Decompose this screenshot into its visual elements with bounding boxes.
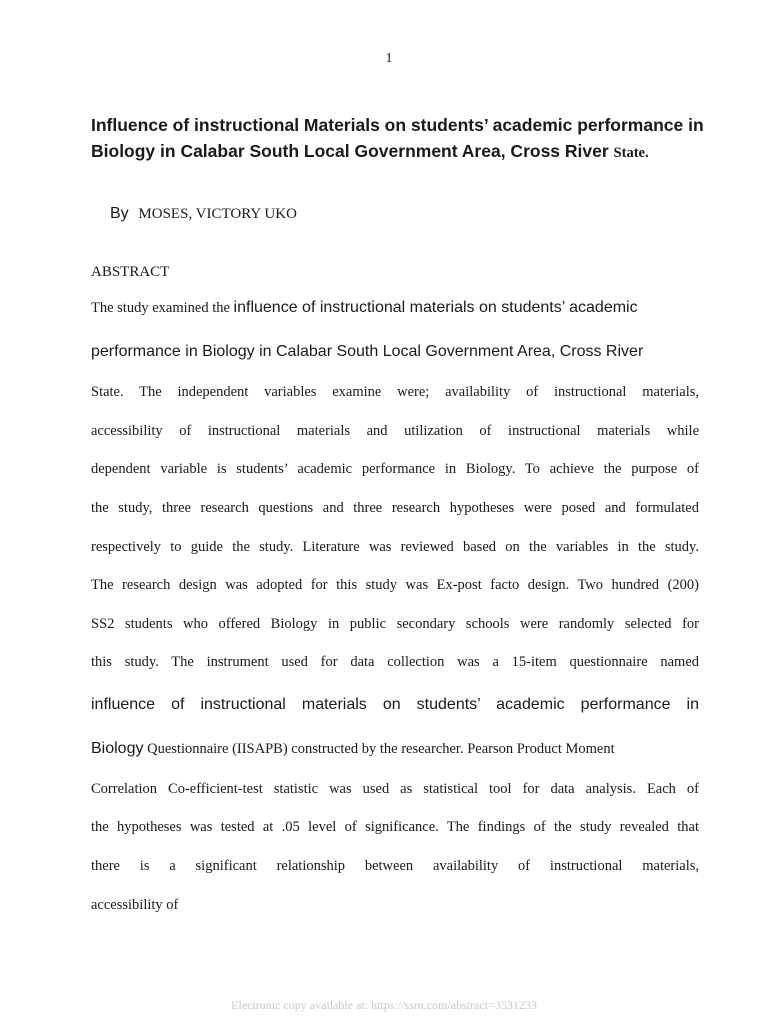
abstract-line-2: performance in Biology in Calabar South Local Government Area, Cross River — [91, 343, 644, 360]
page-number: 1 — [385, 51, 393, 66]
byline — [110, 205, 297, 223]
abstract-line-7: respectively to guide the study. Literature was reviewed based on the variables in the study. — [91, 539, 699, 555]
abstract-line-5: dependent variable is students’ academic performance in Biology. To achieve the purpose of — [91, 461, 699, 477]
abstract-line-6: the study, three research questions and three research hypotheses were posed and formulated — [91, 500, 699, 516]
abstract-line-12-sans: Biology — [91, 740, 144, 757]
abstract-line-10: this study. The instrument used for data collection was a 15-item questionnaire named — [91, 654, 699, 670]
abstract-line-16: accessibility of — [91, 897, 179, 913]
paper-title-main: Influence of instructional Materials on students’ academic performance in Biology in Calabar South Local Government Area, Cross River — [91, 115, 704, 161]
abstract-line-13: Correlation Co-efficient-test statistic was used as statistical tool for data analysis. Each of — [91, 781, 699, 797]
ssrn-footer: Electronic copy available at: https://ssrn.com/abstract=3531233 — [231, 998, 537, 1012]
paper-title-tail: State. — [613, 144, 649, 161]
abstract-line-11: influence of instructional materials on students’ academic performance in — [91, 696, 699, 713]
abstract-line-12 — [91, 740, 699, 758]
abstract-line-4: accessibility of instructional materials and utilization of instructional materials while — [91, 423, 699, 439]
abstract-line-1-lead: The study examined the — [91, 300, 230, 316]
byline-by: By — [110, 205, 129, 222]
abstract-line-9: SS2 students who offered Biology in public secondary schools were randomly selected for — [91, 616, 699, 632]
abstract-heading: ABSTRACT — [91, 264, 170, 280]
paper-title — [91, 113, 711, 166]
author-name: MOSES, VICTORY UKO — [138, 206, 297, 222]
abstract-line-15: there is a significant relationship between availability of instructional materials, — [91, 858, 699, 874]
abstract-line-1-sans: influence of instructional materials on students’ academic — [233, 299, 638, 316]
abstract-line-8: The research design was adopted for this study was Ex-post facto design. Two hundred (200) — [91, 577, 699, 593]
abstract-line-3: State. The independent variables examine were; availability of instructional materials, — [91, 384, 699, 400]
abstract-line-14: the hypotheses was tested at .05 level of significance. The findings of the study revealed that — [91, 819, 699, 835]
abstract-line-1 — [91, 299, 699, 317]
abstract-line-12-rest: Questionnaire (IISAPB) constructed by the researcher. Pearson Product Moment — [147, 741, 615, 757]
